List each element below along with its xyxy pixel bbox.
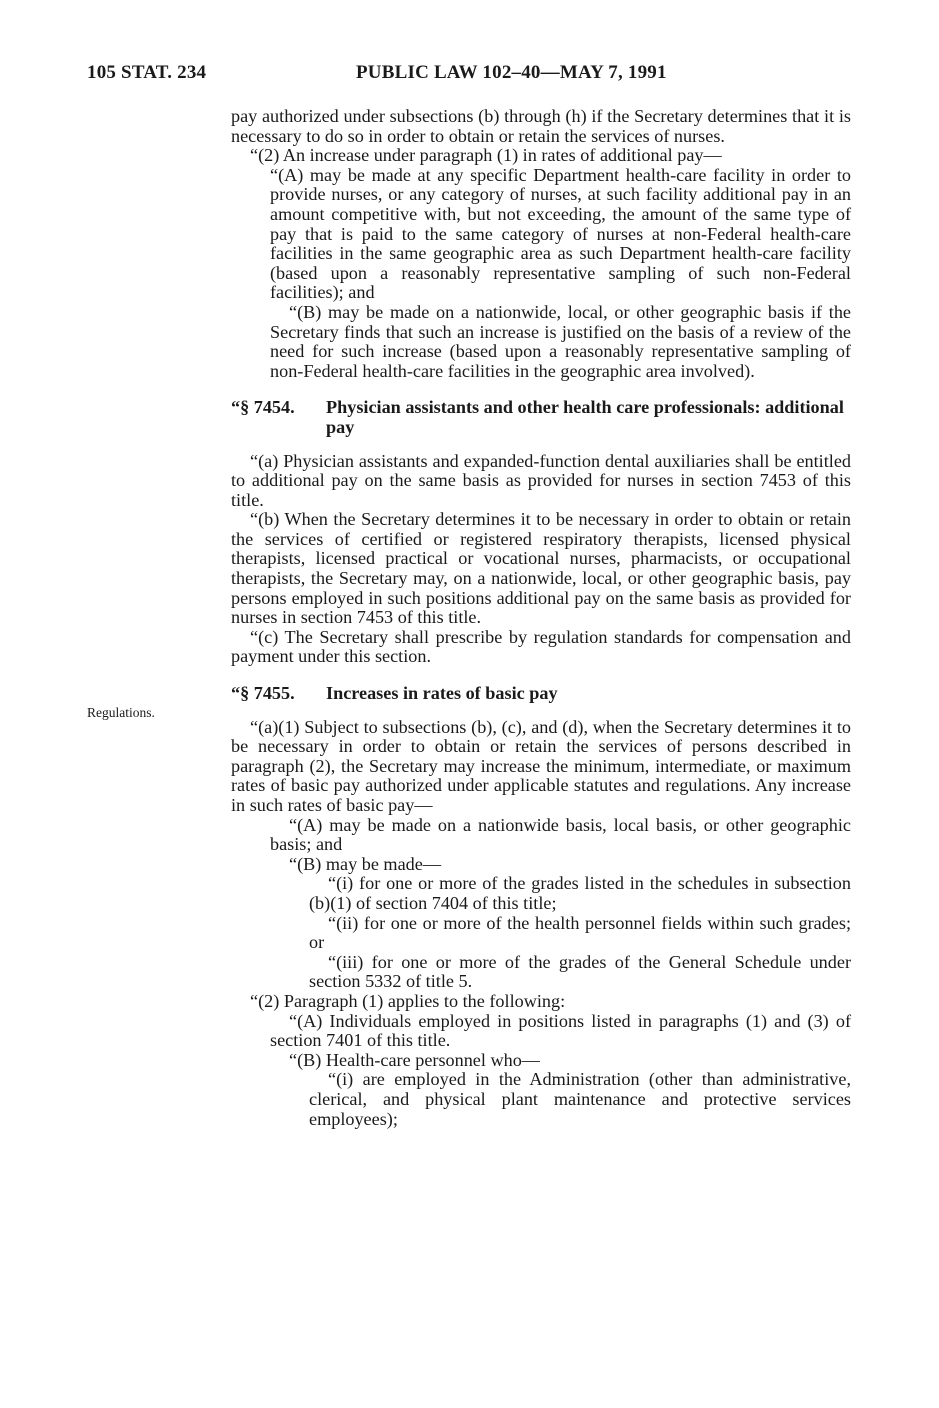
section-7455-number: “§ 7455. [231,683,295,704]
section-7455-a-2-B-i: “(i) are employed in the Administration (other than administrative, clerical, and physical plant maintenance and protective services employees); [309,1069,851,1129]
section-7455-a-2: “(2) Paragraph (1) applies to the following: [250,990,566,1011]
section-7455-a-1-B-ii: “(ii) for one or more of the health personnel fields within such grades; or [309,912,851,953]
section-7455-a-1-B-iii: “(iii) for one or more of the grades of the General Schedule under section 5332 of title 5. [309,951,851,992]
document-body [231,107,851,1129]
section-7454-b: “(b) When the Secretary determines it to be necessary in order to obtain or retain the services of certified or registered respiratory therapists, licensed physical therapists, licensed practical or vocational nurses, pharmacists, or occupational therapists, the Secretary may, on a nationwide, local, or other geographic basis, pay persons employed in such positions additional pay on the same basis as provided for nurses in section 7453 of this title. [231,509,851,628]
section-7454-heading [231,398,851,437]
section-7455-a-1-B-i: “(i) for one or more of the grades listed in the schedules in subsection (b)(1) of section 7404 of this title; [309,873,851,913]
section-7454-title: Physician assistants and other health care professionals: additional pay [326,397,844,437]
page-title: PUBLIC LAW 102–40—MAY 7, 1991 [356,62,667,83]
section-7454-a: “(a) Physician assistants and expanded-function dental auxiliaries shall be entitled to additional pay on the same basis as provided for nurses in section 7453 of this title. [231,450,851,510]
section-7455-a-2-A: “(A) Individuals employed in positions listed in paragraphs (1) and (3) of section 7401 of this title. [270,1010,851,1051]
section-7455-a-1: “(a)(1) Subject to subsections (b), (c), and (d), when the Secretary determines it to be necessary in order to obtain or retain the services of persons described in paragraph (2), the Secretary may increase the minimum, intermediate, or maximum rates of basic pay authorized under applicable statutes and regulations. Any increase in such rates of basic pay— [231,716,851,815]
section-7455-a-1-A: “(A) may be made on a nationwide basis, local basis, or other geographic basis; and [270,814,851,855]
running-head [0,62,939,86]
section-7454-number: “§ 7454. [231,397,295,418]
section-7455-a-1-B: “(B) may be made— [289,853,442,874]
section-7455-a-2-B: “(B) Health-care personnel who— [289,1049,540,1070]
paragraph-2-a-text: “(A) may be made at any specific Department health-care facility in order to provide nurses, or any category of nurses, at such facility additional pay in an amount competitive with, but not exceeding, the amount of the same type of pay that is paid to the same category of nurses at non-Federal health-care facilities in the same geographic area as such Department health-care facility (based upon a reasonably representative sampling of such non-Federal facilities); and [270,164,851,303]
paragraph-2-b: “(B) may be made on a nationwide, local, or other geographic basis if the Secretary finds that such an increase is justified on the basis of a review of the need for such increase (based upon a reasonably representative sampling of non-Federal health-care facilities in the geographic area involved). [270,301,851,381]
section-7454-c: “(c) The Secretary shall prescribe by regulation standards for compensation and payment under this section. [231,626,851,667]
paragraph-continuation: pay authorized under subsections (b) through (h) if the Secretary determines that it is necessary to do so in order to obtain or retain the services of nurses. [231,106,851,146]
section-7455-title: Increases in rates of basic pay [326,683,558,704]
page-reference: 105 STAT. 234 [87,62,207,83]
paragraph-2: “(2) An increase under paragraph (1) in rates of additional pay— [250,145,722,166]
paragraph-2-a [270,166,851,303]
margin-note-regulations: Regulations. [87,705,155,720]
section-7455-heading [231,684,851,704]
